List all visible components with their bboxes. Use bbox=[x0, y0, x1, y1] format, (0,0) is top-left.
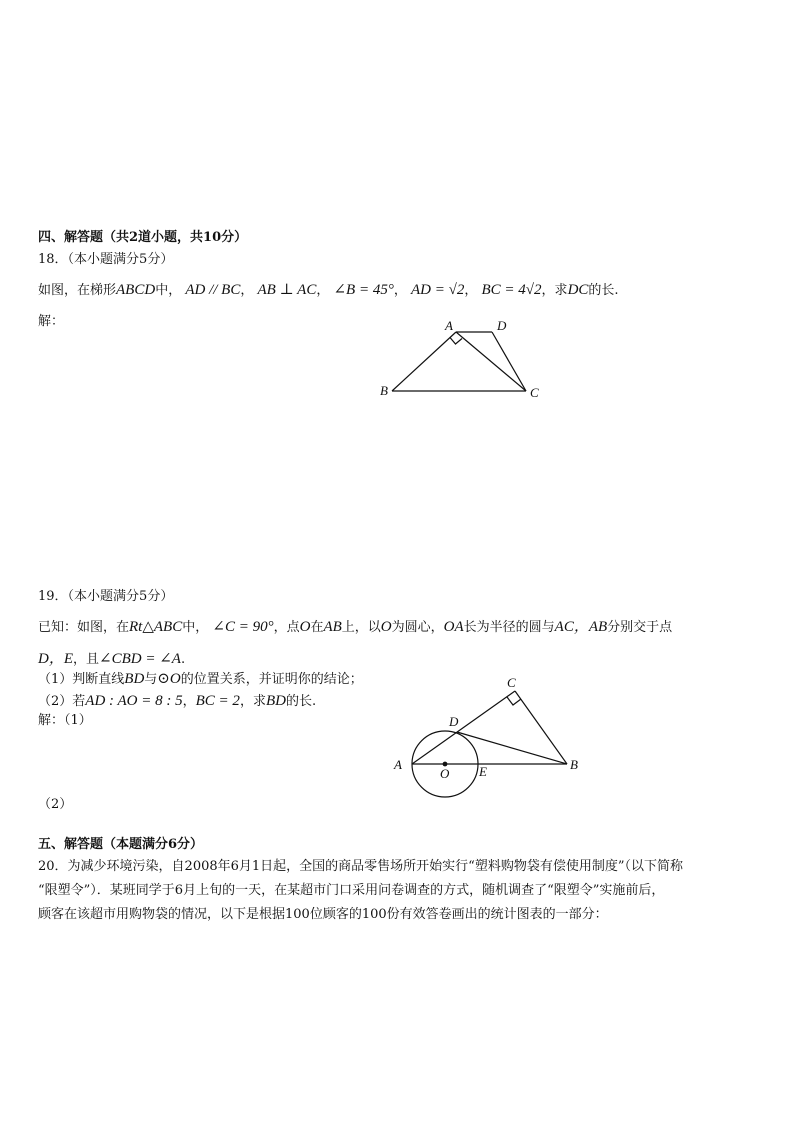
q19-text: 为圆心， bbox=[391, 620, 444, 635]
q19-text: （1）判断直线 bbox=[38, 672, 125, 687]
q18-cond-parallel: AD // BC bbox=[185, 282, 241, 298]
q19-stem-line1 bbox=[38, 618, 672, 637]
q18-label-c: C bbox=[530, 385, 539, 400]
q18-suffix: 的长. bbox=[588, 283, 619, 298]
q19-text: ，点 bbox=[273, 620, 300, 635]
q19-text: （2）若 bbox=[38, 694, 86, 709]
q19-seg-cb bbox=[515, 691, 567, 764]
q19-text: ，求 bbox=[239, 694, 266, 709]
q19-sub2 bbox=[38, 692, 316, 711]
q19-text: 的位置关系，并证明你的结论； bbox=[180, 672, 363, 687]
q19-label-c: C bbox=[507, 675, 516, 690]
q18-cond-bc: BC = 4√2 bbox=[481, 282, 542, 298]
q18-label-a: A bbox=[445, 318, 453, 333]
q19-stem-line2 bbox=[38, 650, 185, 669]
q19-points-de: D，E bbox=[38, 651, 73, 667]
q19-text: 已知：如图，在 bbox=[38, 620, 130, 635]
q19-label-a: A bbox=[394, 757, 402, 772]
q19-bc: BC = 2 bbox=[195, 693, 240, 709]
q19-text: 在 bbox=[310, 620, 324, 635]
q19-seg-bd: BD bbox=[265, 693, 286, 709]
q18-header: 18．（本小题满分5分） bbox=[38, 252, 174, 267]
q20-line2: “限塑令”）．某班同学于6月上旬的一天，在某超市门口采用问卷调查的方式，随机调查了“限塑令”实施前后， bbox=[38, 883, 665, 898]
q19-seg-ab: AB bbox=[323, 619, 342, 635]
q19-label-e: E bbox=[479, 764, 487, 779]
q18-sep: ， bbox=[464, 283, 478, 298]
q19-text: 长为半径的圆与 bbox=[463, 620, 555, 635]
q18-stem-prefix: 如图，在梯形 bbox=[38, 283, 117, 298]
q19-circle bbox=[412, 731, 478, 797]
q19-answer2: （2） bbox=[38, 797, 73, 812]
q19-seg-ac bbox=[412, 691, 515, 764]
q18-stem-mid1: 中， bbox=[155, 283, 182, 298]
q19-text: ， bbox=[182, 694, 196, 709]
q19-text: 分别交于点 bbox=[607, 620, 673, 635]
q18-sep: ， bbox=[240, 283, 254, 298]
q19-seg-oa: OA bbox=[443, 619, 464, 635]
q18-trap-name: ABCD bbox=[116, 282, 156, 298]
q18-stem bbox=[38, 281, 619, 300]
q18-cond-perp: AB ⊥ AC bbox=[257, 282, 317, 298]
q19-answer1: 解：（1） bbox=[38, 713, 92, 728]
q18-right-angle-mark bbox=[450, 338, 462, 345]
q18-answer-label: 解： bbox=[38, 314, 65, 329]
q19-center-dot bbox=[443, 762, 448, 767]
q19-seg-bd: BD bbox=[124, 671, 145, 687]
q19-triangle: Rt△ABC bbox=[129, 619, 183, 635]
q18-seg-ab bbox=[392, 332, 456, 391]
q19-text: 上，以 bbox=[341, 620, 381, 635]
q18-sep: ， bbox=[316, 283, 330, 298]
q19-text: 与 bbox=[144, 672, 158, 687]
q19-label-d: D bbox=[449, 714, 459, 729]
q18-cond-angle: ∠B = 45° bbox=[333, 282, 394, 298]
q18-ask: ，求 bbox=[541, 283, 568, 298]
q18-label-b: B bbox=[380, 383, 388, 398]
q19-text: ，且 bbox=[73, 652, 100, 667]
q19-text: 的长. bbox=[285, 694, 317, 709]
q19-sub1 bbox=[38, 670, 363, 689]
q19-text: 中， bbox=[182, 620, 209, 635]
q20-line3: 顾客在该超市用购物袋的情况，以下是根据100位顾客的100份有效答卷画出的统计图表的一部分： bbox=[38, 907, 608, 922]
q19-right-angle-mark bbox=[507, 697, 521, 705]
q19-ratio: AD : AO = 8 : 5 bbox=[85, 693, 183, 709]
q19-angle-c: ∠C = 90° bbox=[212, 619, 274, 635]
q20-line1: 20．为减少环境污染，自2008年6月1日起，全国的商品零售场所开始实行“塑料购物袋有偿使用制度”（以下简称 bbox=[38, 859, 683, 874]
q19-label-b: B bbox=[570, 757, 578, 772]
q19-seg-db bbox=[457, 732, 567, 764]
q19-point-o: O bbox=[380, 619, 392, 635]
section-heading-4: 四、解答题（共2道小题，共10分） bbox=[38, 230, 248, 245]
q19-point-o: O bbox=[299, 619, 311, 635]
q18-cond-ad: AD = √2 bbox=[411, 282, 465, 298]
q18-sep: ， bbox=[393, 283, 407, 298]
q19-text: . bbox=[180, 652, 186, 667]
q19-cond: ∠CBD = ∠A bbox=[99, 651, 181, 667]
q19-header: 19．（本小题满分5分） bbox=[38, 589, 174, 604]
q18-target: DC bbox=[567, 282, 589, 298]
q18-seg-dc bbox=[492, 332, 526, 391]
q19-circle-symbol: ⊙O bbox=[157, 671, 181, 687]
section-heading-5: 五、解答题（本题满分6分） bbox=[38, 837, 204, 852]
q19-seg-ac: AC，AB bbox=[554, 619, 608, 635]
q18-label-d: D bbox=[497, 318, 507, 333]
q18-seg-ac bbox=[456, 332, 526, 391]
q19-label-o: O bbox=[440, 766, 450, 781]
